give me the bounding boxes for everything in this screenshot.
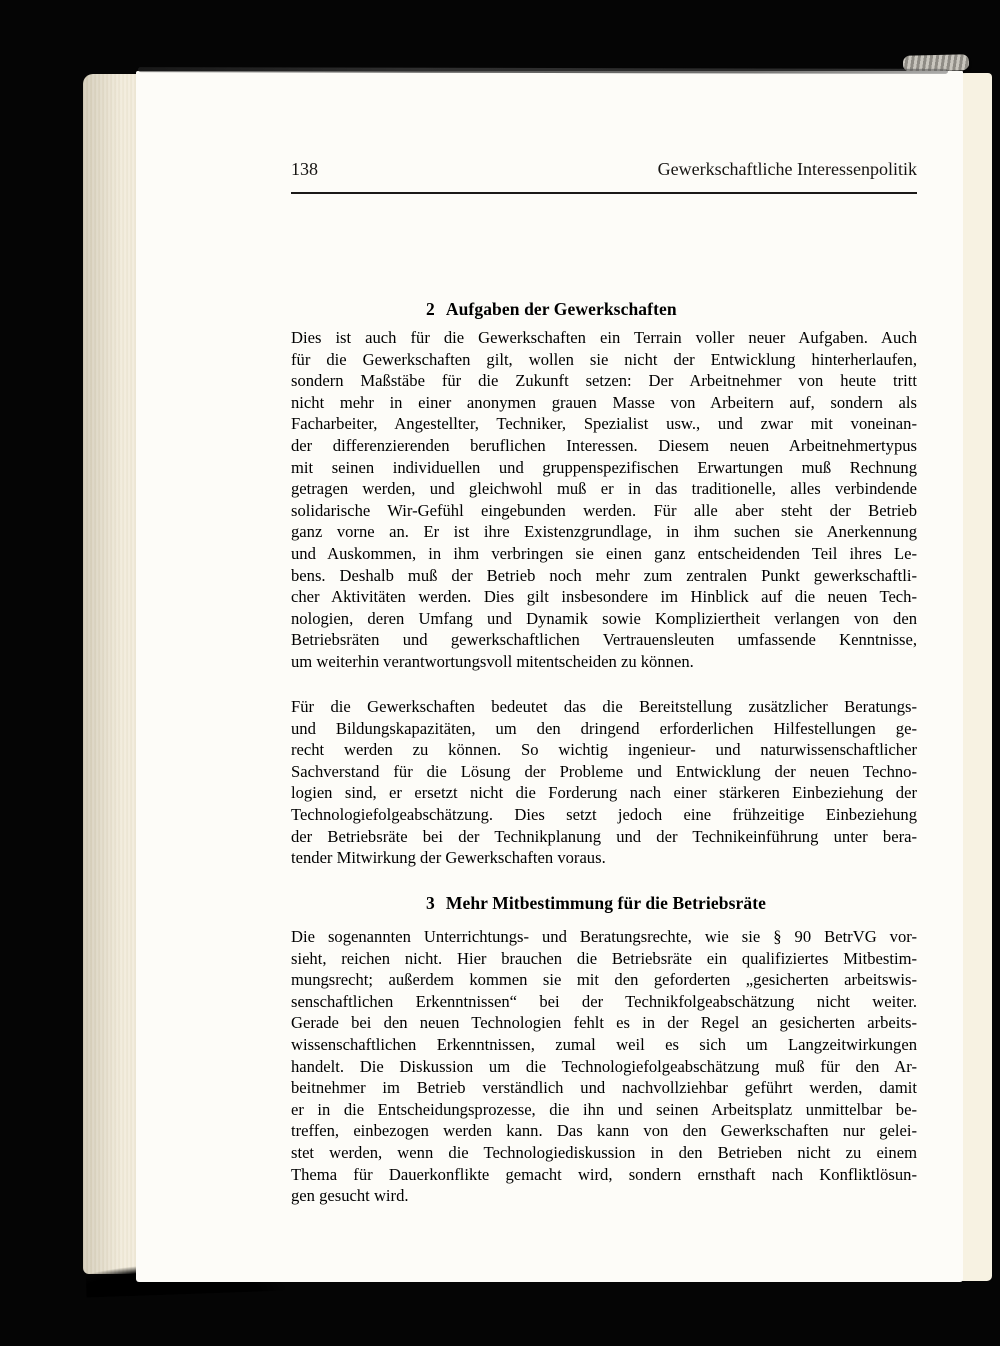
text-line: solidarische Wir-Gefühl eingebunden werden. Für alle aber steht der Betrieb: [291, 500, 917, 520]
underlying-page-edge: [960, 73, 992, 1281]
text-line: Die sogenannten Unterrichtungs- und Beratungsrechte, wie sie § 90 BetrVG vor-: [291, 927, 917, 946]
text-line: der Betriebsräte bei der Technikplanung und der Technikeinführung unter bera-: [291, 826, 917, 846]
text-line: Gerade bei den neuen Technologien fehlt es in der Regel an gesicherten arbeits-: [291, 1013, 917, 1033]
text-line: beitnehmer im Betrieb verständlich und nachvollziehbar geführt werden, damit: [291, 1078, 917, 1098]
running-title: Gewerkschaftliche Interessenpolitik: [657, 159, 917, 179]
text-line: Dies ist auch für die Gewerkschaften ein Terrain voller neuer Aufgaben. Auch: [291, 328, 917, 347]
text-line: für die Gewerkschaften gilt, wollen sie nicht der Entwicklung hinterherlaufen,: [291, 349, 917, 369]
text-line: und Bildungskapazitäten, um den dringend erforderlichen Hilfestellungen ge-: [291, 718, 917, 738]
paragraph: [291, 926, 917, 1207]
text-line: Facharbeiter, Angestellter, Techniker, Spezialist usw., und zwar mit voneinan-: [291, 414, 917, 434]
text-line: nologien, deren Umfang und Dynamik sowie Kompliziertheit verlangen von den: [291, 608, 917, 628]
text-line: senschaftlichen Erkenntnissen“ bei der Technikfolgeabschätzung nicht weiter.: [291, 991, 917, 1011]
text-line: Technologiefolgeabschätzung. Dies setzt jedoch eine frühzeitige Einbeziehung: [291, 804, 917, 824]
section-number: 2: [426, 299, 435, 319]
section-number: 3: [426, 893, 435, 913]
text-line: Für die Gewerkschaften bedeutet das die Bereitstellung zusätzlicher Beratungs-: [291, 697, 917, 716]
text-line: stet werden, wenn die Technologiediskussion in den Betrieben nicht zu einem: [291, 1142, 917, 1162]
book-fore-edge-pages: [83, 74, 139, 1274]
paragraph: [291, 696, 917, 869]
page-top-edge-shadow: [138, 67, 948, 74]
text-line: Thema für Dauerkonflikte gemacht wird, sondern ernsthaft nach Konfliktlösun-: [291, 1164, 917, 1184]
text-line: mit seinen individuellen und gruppenspezifischen Erwartungen muß Rechnung: [291, 457, 917, 477]
text-line: bens. Deshalb muß der Betrieb noch mehr zum zentralen Punkt gewerkschaftli-: [291, 565, 917, 585]
text-line: gen gesucht wird.: [291, 1186, 409, 1206]
text-line: logien sind, er ersetzt nicht die Forderung nach einer stärkeren Einbeziehung der: [291, 783, 917, 803]
book-page: [136, 71, 963, 1282]
text-line: getragen werden, und gleichwohl muß er in das traditionelle, alles verbindende: [291, 479, 917, 499]
text-line: sieht, reichen nicht. Hier brauchen die Betriebsräte ein qualifiziertes Mitbestim-: [291, 948, 917, 968]
text-line: er in die Entscheidungsprozesse, die ihn und seinen Arbeitsplatz unmittelbar be-: [291, 1099, 917, 1119]
page-number: 138: [291, 159, 318, 179]
text-line: um weiterhin verantwortungsvoll mitentscheiden zu können.: [291, 651, 694, 671]
section-title: Mehr Mitbestimmung für die Betriebsräte: [445, 893, 766, 913]
section-heading-2: [426, 299, 677, 320]
text-line: treffen, einbezogen werden kann. Das kann von den Gewerkschaften nur gelei-: [291, 1121, 917, 1141]
text-line: recht werden zu können. So wichtig ingenieur- und naturwissenschaftlicher: [291, 740, 917, 760]
header-rule: [291, 192, 917, 194]
paragraph: [291, 327, 917, 673]
text-line: der differenzierenden beruflichen Interessen. Diesem neuen Arbeitnehmertypus: [291, 435, 917, 455]
section-heading-3: [426, 893, 766, 914]
text-line: nicht mehr in einer anonymen grauen Masse von Arbeitern auf, sondern als: [291, 392, 917, 412]
text-line: cher Aktivitäten werden. Dies gilt insbesondere im Hinblick auf die neuen Tech-: [291, 587, 917, 607]
text-line: ganz vorne an. Er ist ihre Existenzgrundlage, in ihm suchen sie Anerkennung: [291, 522, 917, 542]
text-line: wissenschaftlichen Erkenntnissen, zumal weil es sich um Langzeitwirkungen: [291, 1034, 917, 1054]
text-line: handelt. Die Diskussion um die Technologiefolgeabschätzung muß für den Ar-: [291, 1056, 917, 1076]
section-title: Aufgaben der Gewerkschaften: [445, 299, 677, 319]
text-line: tender Mitwirkung der Gewerkschaften voraus.: [291, 848, 606, 868]
text-line: mungsrecht; außerdem kommen sie mit den geforderten „gesicherten arbeitswis-: [291, 970, 917, 990]
text-line: sondern Maßstäbe für die Zukunft setzen: Der Arbeitnehmer von heute tritt: [291, 371, 917, 391]
text-line: Betriebsräten und gewerkschaftlichen Vertrauensleuten umfassende Kenntnisse,: [291, 630, 917, 650]
page-header: [291, 159, 917, 180]
text-line: und Auskommen, in ihm verbringen sie einen ganz entscheidenden Teil ihres Le-: [291, 543, 917, 563]
text-line: Sachverstand für die Lösung der Probleme und Entwicklung der neuen Techno-: [291, 761, 917, 781]
